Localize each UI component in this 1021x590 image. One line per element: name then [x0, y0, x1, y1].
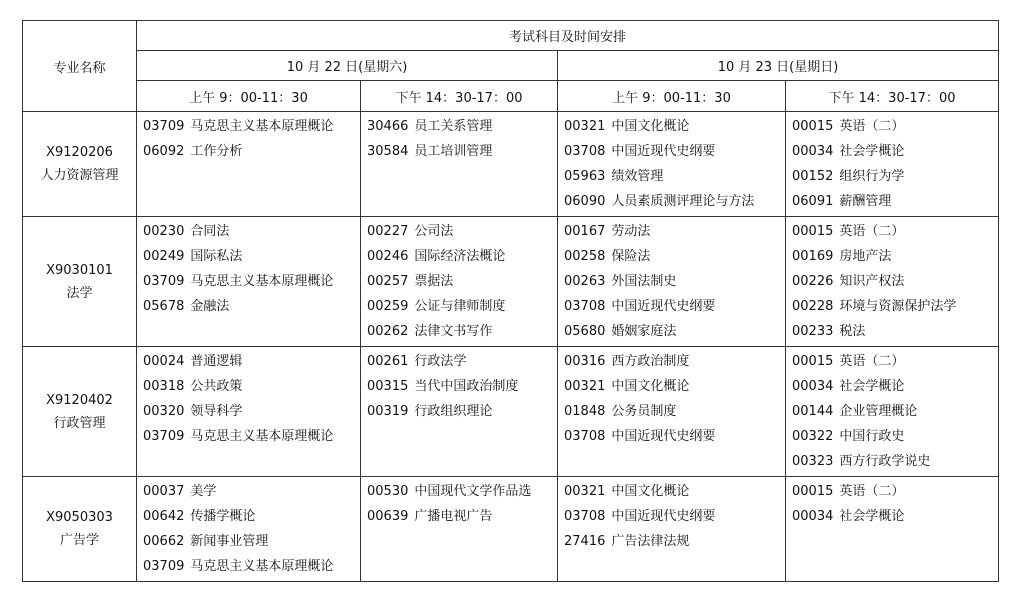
course-cell: [786, 347, 999, 477]
course-item: [143, 479, 360, 504]
course-code: 01848: [564, 404, 606, 419]
course-item: [792, 269, 998, 294]
course-code: 06090: [564, 194, 606, 209]
course-code: 00034: [792, 509, 834, 524]
course-item: [564, 479, 785, 504]
course-code: 00322: [792, 429, 834, 444]
course-cell: [137, 217, 361, 347]
course-name: 中国近现代史纲要: [611, 509, 716, 524]
course-item: [367, 219, 557, 244]
course-item: [564, 504, 785, 529]
course-name: 公证与律师制度: [414, 299, 506, 314]
course-code: 00323: [792, 454, 834, 469]
course-code: 00318: [143, 379, 185, 394]
major-code: X9120206: [46, 145, 113, 160]
course-code: 00144: [792, 404, 834, 419]
course-code: 00259: [367, 299, 409, 314]
course-name: 组织行为学: [839, 169, 905, 184]
course-code: 27416: [564, 534, 606, 549]
course-name: 婚姻家庭法: [611, 324, 677, 339]
course-name: 票据法: [414, 274, 454, 289]
major-code: X9120402: [46, 392, 113, 408]
course-item: [564, 529, 785, 554]
course-name: 保险法: [611, 249, 651, 264]
course-code: 00015: [792, 354, 834, 369]
course-item: [792, 219, 998, 244]
course-name: 薪酬管理: [839, 194, 892, 209]
major-cell: [23, 217, 137, 347]
course-code: 05678: [143, 299, 185, 314]
course-item: [564, 164, 785, 189]
course-code: 03708: [564, 299, 606, 314]
course-name: 公共政策: [190, 379, 243, 394]
course-item: [143, 244, 360, 269]
course-item: [792, 374, 998, 399]
course-item: [564, 219, 785, 244]
course-code: 00226: [792, 274, 834, 289]
course-code: 00642: [143, 509, 185, 524]
course-item: [792, 479, 998, 504]
course-item: [792, 504, 998, 529]
course-item: [792, 399, 998, 424]
course-name: 环境与资源保护法学: [839, 299, 957, 314]
course-cell: [786, 217, 999, 347]
course-code: 00319: [367, 404, 409, 419]
course-cell: [558, 217, 786, 347]
course-cell: [137, 347, 361, 477]
course-name: 传播学概论: [190, 509, 256, 524]
course-name: 工作分析: [190, 144, 243, 159]
header-row-sessions: [23, 81, 999, 112]
course-name: 马克思主义基本原理概论: [190, 429, 334, 444]
course-code: 00321: [564, 119, 606, 134]
course-item: [367, 244, 557, 269]
course-item: [143, 219, 360, 244]
course-name: 广播电视广告: [414, 509, 493, 524]
course-code: 05680: [564, 324, 606, 339]
course-code: 06091: [792, 194, 834, 209]
major-name: 行政管理: [53, 415, 106, 431]
course-item: [143, 554, 360, 579]
course-cell: [361, 347, 558, 477]
major-code: X9030101: [46, 262, 113, 278]
course-name: 法律文书写作: [414, 324, 493, 339]
course-cell: [361, 477, 558, 582]
course-name: 外国法制史: [611, 274, 677, 289]
major-row: [23, 347, 999, 477]
course-name: 西方行政学说史: [839, 454, 931, 469]
session-header-1: 上午 9：00-11：30: [137, 81, 361, 112]
course-name: 社会学概论: [839, 509, 905, 524]
course-name: 领导科学: [190, 404, 243, 419]
course-code: 00639: [367, 509, 409, 524]
header-row-1: [23, 21, 999, 51]
course-name: 企业管理概论: [839, 404, 918, 419]
course-name: 税法: [839, 324, 866, 339]
course-name: 英语（二）: [839, 354, 905, 369]
course-item: [564, 399, 785, 424]
course-cell: [786, 112, 999, 217]
course-item: [143, 294, 360, 319]
course-code: 00037: [143, 484, 185, 499]
course-name: 国际经济法概论: [414, 249, 506, 264]
course-code: 00034: [792, 144, 834, 159]
course-code: 00024: [143, 354, 185, 369]
course-name: 中国行政史: [839, 429, 905, 444]
course-code: 00316: [564, 354, 606, 369]
course-name: 员工关系管理: [414, 119, 493, 134]
course-name: 国际私法: [190, 249, 243, 264]
major-cell: [23, 112, 137, 217]
course-name: 中国文化概论: [611, 484, 690, 499]
course-item: [564, 374, 785, 399]
course-name: 人员素质测评理论与方法: [611, 194, 755, 209]
course-code: 00320: [143, 404, 185, 419]
course-code: 00246: [367, 249, 409, 264]
course-code: 00263: [564, 274, 606, 289]
course-name: 西方政治制度: [611, 354, 690, 369]
course-item: [367, 349, 557, 374]
course-item: [564, 319, 785, 344]
course-cell: [361, 112, 558, 217]
course-code: 03709: [143, 429, 185, 444]
course-name: 广告法律法规: [611, 534, 690, 549]
major-cell: [23, 477, 137, 582]
major-name: 人力资源管理: [40, 168, 119, 183]
course-code: 00261: [367, 354, 409, 369]
course-item: [792, 424, 998, 449]
course-code: 00152: [792, 169, 834, 184]
course-item: [564, 244, 785, 269]
course-code: 00530: [367, 484, 409, 499]
course-name: 中国文化概论: [611, 119, 690, 134]
course-cell: [558, 477, 786, 582]
course-item: [143, 114, 360, 139]
course-code: 30466: [367, 119, 409, 134]
course-name: 房地产法: [839, 249, 892, 264]
course-code: 00233: [792, 324, 834, 339]
course-name: 公务员制度: [611, 404, 677, 419]
course-code: 03708: [564, 509, 606, 524]
course-cell: [137, 477, 361, 582]
course-name: 英语（二）: [839, 224, 905, 239]
course-code: 00662: [143, 534, 185, 549]
course-item: [564, 294, 785, 319]
course-item: [792, 114, 998, 139]
course-item: [367, 319, 557, 344]
course-item: [367, 294, 557, 319]
course-name: 马克思主义基本原理概论: [190, 274, 334, 289]
course-name: 中国现代文学作品选: [414, 484, 532, 499]
major-cell: [23, 347, 137, 477]
course-item: [143, 374, 360, 399]
course-cell: [558, 347, 786, 477]
course-name: 英语（二）: [839, 484, 905, 499]
course-item: [367, 399, 557, 424]
course-name: 行政法学: [414, 354, 467, 369]
course-item: [792, 449, 998, 474]
course-item: [564, 269, 785, 294]
course-code: 06092: [143, 144, 185, 159]
course-name: 普通逻辑: [190, 354, 243, 369]
course-cell: [786, 477, 999, 582]
course-name: 当代中国政治制度: [414, 379, 519, 394]
course-name: 行政组织理论: [414, 404, 493, 419]
major-row: [23, 112, 999, 217]
course-item: [367, 479, 557, 504]
major-name: 法学: [66, 285, 93, 301]
course-item: [143, 269, 360, 294]
course-code: 00315: [367, 379, 409, 394]
course-name: 社会学概论: [839, 144, 905, 159]
course-name: 劳动法: [611, 224, 651, 239]
course-code: 03709: [143, 274, 185, 289]
course-name: 美学: [190, 484, 217, 499]
course-code: 00258: [564, 249, 606, 264]
course-code: 00015: [792, 119, 834, 134]
course-name: 英语（二）: [839, 119, 905, 134]
course-name: 公司法: [414, 224, 454, 239]
course-item: [143, 399, 360, 424]
course-code: 00034: [792, 379, 834, 394]
course-item: [143, 504, 360, 529]
course-item: [792, 294, 998, 319]
course-name: 马克思主义基本原理概论: [190, 119, 334, 134]
session-header-4: 下午 14：30-17：00: [786, 81, 999, 112]
day-header-1: 10 月 22 日(星期六): [137, 51, 558, 81]
course-item: [792, 349, 998, 374]
exam-schedule-table: [22, 20, 999, 582]
course-item: [143, 424, 360, 449]
course-item: [564, 424, 785, 449]
course-item: [792, 164, 998, 189]
major-name: 广告学: [59, 533, 99, 548]
course-code: 03708: [564, 429, 606, 444]
course-name: 合同法: [190, 224, 230, 239]
course-item: [564, 114, 785, 139]
course-cell: [137, 112, 361, 217]
course-code: 03709: [143, 119, 185, 134]
course-name: 中国近现代史纲要: [611, 429, 716, 444]
header-row-days: [23, 51, 999, 81]
course-name: 中国近现代史纲要: [611, 144, 716, 159]
course-code: 00257: [367, 274, 409, 289]
course-name: 中国近现代史纲要: [611, 299, 716, 314]
course-code: 03708: [564, 144, 606, 159]
course-code: 00249: [143, 249, 185, 264]
course-item: [367, 139, 557, 164]
course-item: [367, 374, 557, 399]
course-name: 新闻事业管理: [190, 534, 269, 549]
major-row: [23, 477, 999, 582]
course-code: 03709: [143, 559, 185, 574]
course-code: 00321: [564, 379, 606, 394]
session-header-2: 下午 14：30-17：00: [361, 81, 558, 112]
course-item: [564, 349, 785, 374]
course-item: [367, 504, 557, 529]
course-code: 00262: [367, 324, 409, 339]
course-code: 00227: [367, 224, 409, 239]
course-code: 00015: [792, 484, 834, 499]
session-header-3: 上午 9：00-11：30: [558, 81, 786, 112]
course-item: [143, 349, 360, 374]
course-code: 00169: [792, 249, 834, 264]
course-code: 00228: [792, 299, 834, 314]
course-item: [792, 189, 998, 214]
course-code: 00015: [792, 224, 834, 239]
course-item: [367, 114, 557, 139]
course-name: 员工培训管理: [414, 144, 493, 159]
course-item: [792, 244, 998, 269]
major-column-header: 专业名称: [23, 21, 137, 112]
course-name: 社会学概论: [839, 379, 905, 394]
course-code: 00321: [564, 484, 606, 499]
course-item: [143, 529, 360, 554]
course-code: 00230: [143, 224, 185, 239]
day-header-2: 10 月 23 日(星期日): [558, 51, 999, 81]
course-name: 绩效管理: [611, 169, 664, 184]
course-item: [792, 139, 998, 164]
course-name: 马克思主义基本原理概论: [190, 559, 334, 574]
schedule-title: 考试科目及时间安排: [137, 21, 999, 51]
course-code: 00167: [564, 224, 606, 239]
course-code: 05963: [564, 169, 606, 184]
course-item: [143, 139, 360, 164]
course-code: 30584: [367, 144, 409, 159]
course-cell: [558, 112, 786, 217]
course-cell: [361, 217, 558, 347]
course-item: [564, 189, 785, 214]
course-name: 金融法: [190, 299, 230, 314]
course-name: 中国文化概论: [611, 379, 690, 394]
course-name: 知识产权法: [839, 274, 905, 289]
course-item: [564, 139, 785, 164]
major-code: X9050303: [46, 510, 113, 525]
course-item: [792, 319, 998, 344]
major-row: [23, 217, 999, 347]
course-item: [367, 269, 557, 294]
